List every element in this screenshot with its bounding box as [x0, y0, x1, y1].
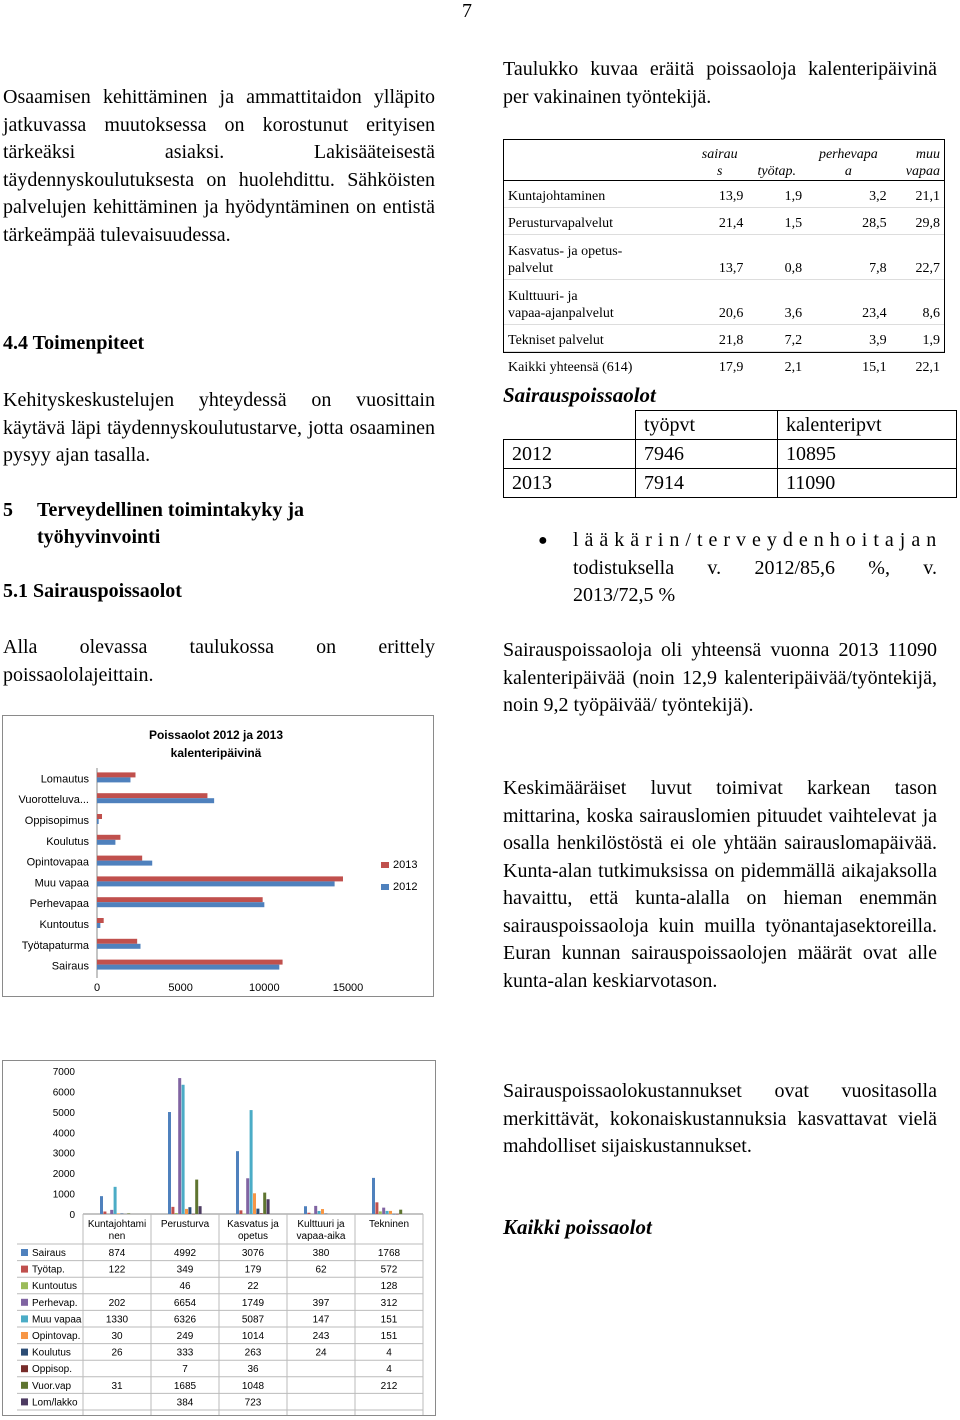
- chart-bar-muu-vapaa: [386, 1211, 389, 1214]
- chart-table-value: 128: [380, 1281, 398, 1293]
- chart-bar-2012: [97, 881, 335, 886]
- chart-table-value: 36: [247, 1364, 259, 1376]
- bullet-line-3: 2013/72,5 %: [573, 584, 676, 606]
- sick-table-row: [504, 469, 957, 498]
- chart-category-label: Työtapaturma: [21, 939, 89, 952]
- sick-table-header: [504, 411, 957, 440]
- absence-table-label: Perusturvapalvelut: [508, 216, 613, 231]
- chart-category-label: opetus: [237, 1231, 269, 1242]
- chart-category-label: vapaa-aika: [296, 1231, 346, 1242]
- sick-table-cell: 7946: [636, 440, 778, 469]
- paragraph-keskimaaraiset: Keskimääräiset luvut toimivat karkean tason mittarina, koska sairauslomien pituudet vaihtelevat ja osalla henkilöstöstä ei ole yhtään sairauslomapäivää. Kunta-alan tutkimuksissa on pidemmällä aikajaksolla havaittu, että kunta-alalla on hieman enemmän sairauspoissaoloja kuin muilla työnantajasektoreilla. Euran kunnan sairauspoissaolojen määrät ovat alle kunta-alan keskiarvotason.: [503, 777, 937, 992]
- chart-table-value: 1768: [377, 1248, 401, 1259]
- chart-table-value: 151: [380, 1331, 398, 1342]
- chart-bar-muu-vapaa: [114, 1187, 117, 1214]
- chart-bar-lom-lakko: [267, 1199, 270, 1214]
- chart-bar-opintovap-: [253, 1193, 256, 1214]
- left-column: [3, 84, 435, 249]
- sick-table-cell: 10895: [778, 440, 957, 469]
- paragraph-yhteensa: Sairauspoissaoloja oli yhteensä vuonna 2013 11090 kalenteripäivää (noin 12,9 kalenteripäivää/työntekijä, noin 9,2 työpäivää/ työntekijä).: [503, 639, 937, 716]
- sick-table-cell: 11090: [778, 469, 957, 498]
- chart-table-value: 4: [386, 1347, 392, 1359]
- absence-table-row: [504, 280, 944, 325]
- absence-table-cell: 2,1: [784, 360, 803, 375]
- sick-table-cell: [504, 411, 636, 440]
- chart-table-value: 243: [312, 1331, 330, 1342]
- chart-legend-label: 2012: [393, 881, 418, 893]
- absence-table-row: [504, 352, 944, 379]
- absence-chart-horizontal-svg: [3, 716, 433, 996]
- chart-tick-label: 10000: [249, 982, 280, 994]
- chart-bar-2013: [97, 918, 104, 923]
- chart-table-value: 572: [380, 1264, 398, 1276]
- absence-table-cell: 7,2: [784, 333, 803, 348]
- chart-legend-swatch: [21, 1315, 28, 1322]
- absence-table-header: sairau s: [701, 147, 738, 179]
- absence-table-label: Tekniset palvelut: [508, 333, 604, 348]
- absence-table-label: Kasvatus- ja opetus- palvelut: [508, 244, 623, 276]
- chart-category-label: Kulttuuri ja: [297, 1219, 345, 1230]
- absence-table-row: [504, 181, 944, 208]
- chart-bar-ty-tap-: [307, 1213, 310, 1214]
- chart-tick-label: 15000: [332, 982, 364, 994]
- absence-table-box: [503, 139, 945, 375]
- chart-bar-vuor-vap: [127, 1213, 130, 1214]
- chart-bar-2013: [97, 772, 135, 777]
- chart-category-label: Perusturva: [160, 1219, 210, 1230]
- chart-category-label: Kasvatus ja: [227, 1219, 279, 1230]
- chart-bar-vuor-vap: [195, 1180, 198, 1214]
- heading-4-4: 4.4 Toimenpiteet: [3, 332, 145, 354]
- chart-y-tick-label: 0: [69, 1210, 75, 1221]
- chart-table-value: 6326: [173, 1314, 197, 1326]
- paragraph-osaaminen: Osaamisen kehittäminen ja ammattitaidon ylläpito jatkuvassa muutoksessa on korostunut erityisen tärkeäksi asiaksi. Lakisääteisestä täydennyskoulutuksesta on huolehdittu. Sähköisten palvelujen kehittäminen ja hyödyntäminen on entistä tärkeämpää tulevaisuudessa.: [3, 86, 435, 246]
- absence-table-cell: 1,5: [784, 216, 803, 231]
- chart-bar-lom-lakko: [199, 1206, 202, 1214]
- absence-table-cell: 28,5: [862, 216, 887, 231]
- chart-category-label: Koulutus: [46, 835, 89, 848]
- chart-bar-sairaus: [372, 1178, 375, 1214]
- chart-y-tick-label: 6000: [52, 1087, 75, 1099]
- absence-table-cell: 29,8: [915, 216, 940, 231]
- absence-table-cell: 21,4: [718, 216, 744, 231]
- department-chart-svg: [3, 1061, 435, 1415]
- sick-table-cell: kalenteripvt: [778, 411, 957, 440]
- chart-legend-swatch: [21, 1382, 28, 1389]
- chart-category-label: Lomautus: [40, 773, 89, 786]
- chart-table-value: 3076: [241, 1248, 265, 1259]
- chart-bar-kuntoutus: [379, 1211, 382, 1214]
- chart-table-value: 1330: [105, 1314, 129, 1326]
- chart-bar-2012: [97, 798, 214, 803]
- chart-legend-swatch: [21, 1282, 28, 1289]
- chart-bar-koulutus: [120, 1213, 123, 1214]
- chart-table-value: 151: [380, 1314, 398, 1326]
- absence-table-cell: 8,6: [922, 306, 940, 321]
- bullet-item: [503, 527, 937, 610]
- absence-table-row: [504, 325, 944, 352]
- chart-table-value: 333: [176, 1347, 194, 1359]
- chart-bar-ty-tap-: [239, 1210, 242, 1214]
- absence-table-header: [504, 140, 692, 181]
- chart-title-line: Poissaolot 2012 ja 2013: [148, 728, 284, 742]
- paragraph-kustannukset: Sairauspoissaolokustannukset ovat vuositasolla merkittävät, kokonaiskustannuksia kasvattavat vielä mahdolliset sijaiskustannukset.: [503, 1080, 937, 1157]
- absence-table-header: perhevapa a: [818, 147, 878, 179]
- page-number: 7: [462, 0, 472, 22]
- chart-bar-perhevap-: [178, 1078, 181, 1214]
- heading-5-1: 5.1 Sairauspoissaolot: [3, 580, 182, 602]
- chart-table-value: 5087: [241, 1314, 265, 1326]
- chart-tick-label: 0: [93, 982, 101, 994]
- chart-bar-perhevap-: [246, 1178, 249, 1214]
- chart-category-label: Opintovapaa: [26, 856, 89, 869]
- chart-category-label: Tekninen: [368, 1219, 410, 1230]
- chart-category-label: Vuorotteluva...: [18, 794, 89, 807]
- absence-table-cell: 7,8: [869, 261, 887, 276]
- absence-table-cell: 0,8: [784, 261, 803, 276]
- chart-bar-oppisop-: [192, 1214, 195, 1215]
- chart-table-value: 212: [380, 1380, 398, 1392]
- chart-table-value: 397: [312, 1297, 330, 1309]
- department-chart: [2, 1060, 436, 1416]
- paragraph-taulukko-kuvaa: Taulukko kuvaa eräitä poissaoloja kalenteripäivinä per vakinainen työntekijä.: [503, 58, 937, 108]
- chart-bar-opintovap-: [389, 1211, 392, 1214]
- chart-bar-oppisop-: [396, 1214, 399, 1215]
- absence-table: [504, 140, 944, 378]
- chart-bar-2012: [97, 944, 141, 949]
- chart-bar-perhevap-: [382, 1208, 385, 1214]
- chart-bar-koulutus: [256, 1209, 259, 1214]
- chart-legend-swatch: [381, 884, 389, 890]
- absence-table-cell: 21,8: [718, 333, 744, 348]
- chart-table-value: 31: [111, 1380, 123, 1392]
- sick-table-row: [504, 440, 957, 469]
- chart-bar-2013: [97, 856, 142, 861]
- heading-5-number: 5: [3, 499, 13, 521]
- chart-bar-2013: [97, 897, 263, 902]
- chart-y-tick-label: 1000: [52, 1189, 75, 1201]
- absence-table-label: Kaikki yhteensä (614): [508, 360, 633, 375]
- chart-bar-vuor-vap: [399, 1210, 402, 1214]
- chart-legend-label: Lom/lakko: [32, 1397, 78, 1409]
- chart-bar-opintovap-: [117, 1213, 120, 1214]
- chart-legend-label: Oppisop.: [32, 1364, 73, 1376]
- chart-bar-2012: [97, 819, 99, 824]
- chart-legend-swatch: [381, 862, 389, 868]
- chart-table-value: 202: [108, 1297, 126, 1309]
- chart-legend-swatch: [21, 1266, 28, 1273]
- chart-legend-label: Muu vapaa: [32, 1314, 82, 1326]
- chart-category-label: Oppisopimus: [24, 815, 89, 827]
- sick-table-cell: 2013: [504, 469, 636, 498]
- chart-bar-muu-vapaa: [250, 1110, 253, 1214]
- chart-bar-2012: [97, 777, 130, 782]
- chart-category-label: Sairaus: [51, 960, 89, 973]
- absence-table-cell: 13,7: [718, 261, 744, 276]
- bullet-line-2: todistuksella v. 2012/85,6 %, v.: [573, 556, 937, 579]
- absence-table-header: muu vapaa: [905, 147, 940, 179]
- chart-category-label: Kuntoutus: [39, 919, 89, 931]
- chart-bar-koulutus: [188, 1207, 191, 1214]
- chart-bar-opintovap-: [321, 1209, 324, 1214]
- chart-table-value: 24: [315, 1347, 327, 1359]
- chart-bar-oppisop-: [260, 1213, 263, 1214]
- absence-table-cell: 1,9: [784, 189, 803, 204]
- chart-y-tick-label: 7000: [52, 1067, 75, 1078]
- absence-table-cell: 13,9: [718, 189, 744, 204]
- chart-table-value: 263: [244, 1347, 262, 1359]
- paragraph-erittely: Alla olevassa taulukossa on erittely poissaololajeittain.: [3, 636, 435, 686]
- sick-leave-table: [503, 410, 957, 498]
- chart-bar-sairaus: [100, 1196, 103, 1214]
- chart-bar-perhevap-: [110, 1210, 113, 1214]
- sick-table-cell: 2012: [504, 440, 636, 469]
- chart-bar-perhevap-: [314, 1206, 317, 1214]
- chart-bar-koulutus: [392, 1214, 395, 1215]
- absence-chart-horizontal: [2, 715, 434, 997]
- chart-table-value: 122: [108, 1264, 126, 1276]
- sick-table-cell: 7914: [636, 469, 778, 498]
- absence-table-cell: 22,1: [915, 360, 940, 375]
- chart-table-value: 380: [312, 1248, 330, 1259]
- chart-bar-sairaus: [236, 1151, 239, 1214]
- chart-legend-label: Sairaus: [32, 1248, 66, 1259]
- chart-bar-2013: [97, 793, 207, 798]
- absence-table-row: [504, 235, 944, 280]
- chart-table-value: 1749: [241, 1297, 265, 1309]
- bullet-line-1: l ä ä k ä r i n / t e r v e y d e n h o i t a j a n: [573, 529, 937, 551]
- chart-legend-swatch: [21, 1398, 28, 1405]
- chart-table-value: 349: [176, 1264, 194, 1276]
- heading-kaikki-poissaolot: Kaikki poissaolot: [503, 1215, 652, 1239]
- absence-table-cell: 3,9: [869, 333, 887, 348]
- absence-table-cell: 17,9: [718, 360, 744, 375]
- absence-table-cell: 20,6: [718, 306, 744, 321]
- bullet-dot: ●: [538, 532, 548, 549]
- chart-category-label: nen: [108, 1231, 126, 1242]
- absence-table-row: [504, 208, 944, 235]
- chart-bar-2012: [97, 861, 152, 866]
- chart-bar-2013: [97, 814, 102, 819]
- chart-y-tick-label: 4000: [52, 1128, 75, 1140]
- chart-legend-label: Kuntoutus: [32, 1281, 78, 1293]
- chart-legend-swatch: [21, 1365, 28, 1372]
- absence-table-label: Kuntajohtaminen: [508, 189, 606, 204]
- chart-table-value: 384: [176, 1397, 194, 1409]
- chart-bar-ty-tap-: [103, 1212, 106, 1214]
- chart-category-label: Kuntajohtami: [87, 1219, 147, 1230]
- chart-table-value: 7: [182, 1364, 188, 1376]
- heading-sairauspoissaolot: Sairauspoissaolot: [503, 383, 656, 407]
- chart-bar-2012: [97, 923, 100, 928]
- chart-y-tick-label: 3000: [52, 1148, 75, 1160]
- heading-5: [3, 497, 435, 551]
- chart-bar-2012: [97, 840, 115, 845]
- chart-bar-ty-tap-: [375, 1202, 378, 1214]
- chart-legend-swatch: [21, 1349, 28, 1356]
- chart-table-value: 22: [247, 1281, 259, 1293]
- chart-bar-2013: [97, 939, 137, 944]
- chart-table-value: 4992: [173, 1248, 197, 1259]
- chart-table-value: 26: [111, 1347, 123, 1359]
- paragraph-kehityskeskustelut: Kehityskeskustelujen yhteydessä on vuosittain käytävä läpi täydennyskoulutustarve, jotta osaaminen pysyy ajan tasalla.: [3, 389, 435, 466]
- chart-table-value: 4: [386, 1364, 392, 1376]
- chart-bar-sairaus: [304, 1206, 307, 1214]
- absence-table-cell: 15,1: [862, 360, 887, 375]
- chart-bar-opintovap-: [185, 1209, 188, 1214]
- chart-table-value: 147: [312, 1314, 330, 1326]
- absence-table-cell: 1,9: [922, 333, 940, 348]
- chart-legend-swatch: [21, 1299, 28, 1306]
- chart-bar-koulutus: [324, 1214, 327, 1215]
- chart-legend-label: 2013: [393, 859, 418, 871]
- chart-legend-label: Perhevap.: [32, 1297, 78, 1309]
- chart-legend-label: Koulutus: [32, 1347, 71, 1359]
- chart-bar-2013: [97, 835, 120, 840]
- chart-table-value: 46: [179, 1281, 191, 1293]
- chart-table-value: 312: [380, 1297, 398, 1309]
- chart-y-tick-label: 2000: [52, 1169, 75, 1181]
- chart-legend-swatch: [21, 1332, 28, 1339]
- absence-table-header: työtap.: [757, 164, 796, 179]
- chart-table-value: 874: [108, 1248, 126, 1259]
- absence-table-cell: 22,7: [915, 261, 940, 276]
- absence-table-label: Kulttuuri- ja vapaa-ajanpalvelut: [508, 289, 614, 321]
- chart-legend-label: Opintovap.: [32, 1331, 81, 1342]
- sick-table-cell: työpvt: [636, 411, 778, 440]
- chart-table-value: 1014: [241, 1331, 265, 1342]
- chart-tick-label: 5000: [168, 982, 193, 994]
- chart-bar-sairaus: [168, 1112, 171, 1214]
- chart-category-label: Perhevapaa: [29, 898, 89, 911]
- chart-legend-label: Työtap.: [32, 1264, 65, 1276]
- chart-bar-2012: [97, 965, 279, 970]
- chart-bar-2013: [97, 876, 343, 881]
- chart-bar-vuor-vap: [263, 1193, 266, 1214]
- absence-table-cell: 21,1: [915, 189, 940, 204]
- chart-table-value: 723: [244, 1397, 262, 1409]
- chart-legend-swatch: [21, 1249, 28, 1256]
- chart-table-value: 179: [244, 1264, 262, 1276]
- chart-bar-muu-vapaa: [182, 1085, 185, 1214]
- chart-table-value: 6654: [173, 1297, 197, 1309]
- chart-bar-kuntoutus: [175, 1213, 178, 1214]
- heading-5-text: Terveydellinen toimintakyky ja työhyvinvointi: [37, 499, 305, 548]
- absence-table-cell: 23,4: [862, 306, 887, 321]
- absence-table-cell: 3,6: [784, 306, 803, 321]
- chart-bar-kuntoutus: [243, 1214, 246, 1215]
- absence-table-cell: 3,2: [869, 189, 887, 204]
- chart-table-value: 1048: [241, 1380, 265, 1392]
- chart-table-value: 1685: [173, 1380, 197, 1392]
- chart-bar-muu-vapaa: [318, 1211, 321, 1214]
- chart-bar-2013: [97, 960, 283, 965]
- chart-table-value: 62: [315, 1264, 327, 1276]
- chart-title-line: kalenteripäivinä: [170, 746, 262, 760]
- chart-bar-ty-tap-: [171, 1207, 174, 1214]
- chart-y-tick-label: 5000: [52, 1107, 75, 1119]
- chart-table-value: 30: [111, 1331, 123, 1342]
- chart-table-value: 249: [176, 1331, 194, 1342]
- chart-category-label: Muu vapaa: [34, 877, 89, 890]
- chart-bar-2012: [97, 902, 264, 907]
- chart-legend-label: Vuor.vap: [32, 1380, 72, 1392]
